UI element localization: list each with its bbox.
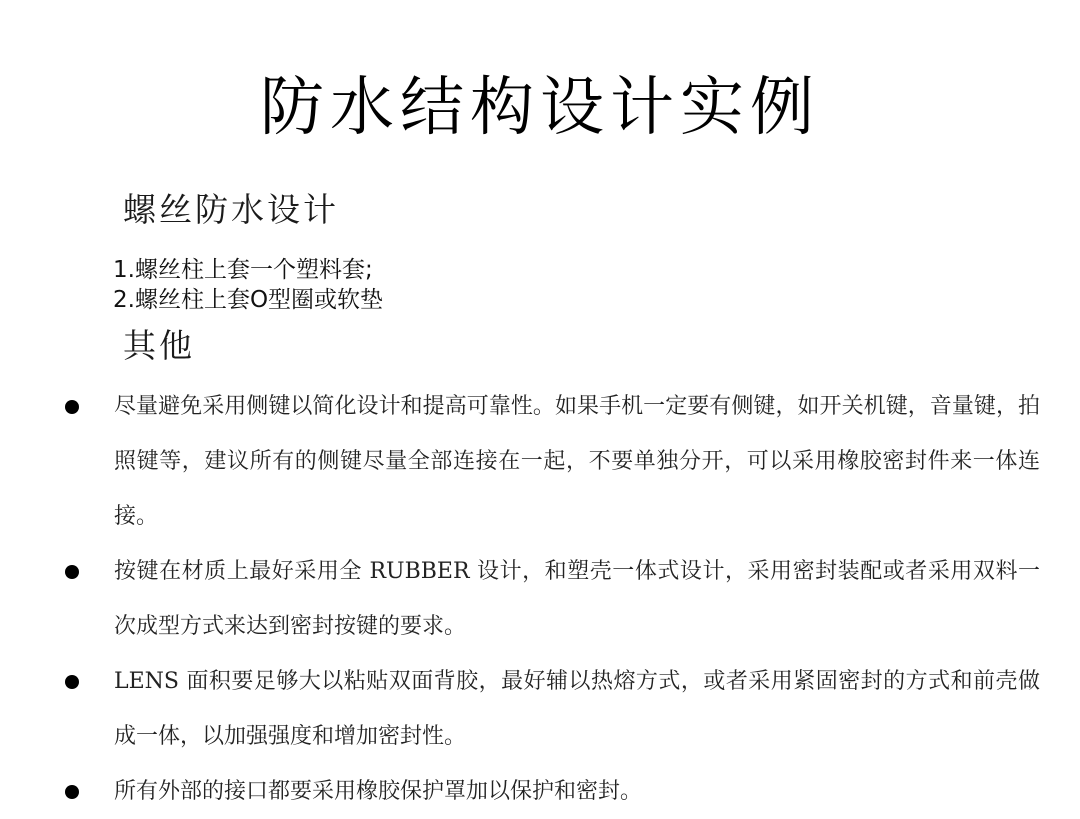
bullet-dot-icon [65,675,79,689]
section-heading-screw-waterproof: 螺丝防水设计 [123,190,339,229]
numbered-item: 2.螺丝柱上套O型圈或软垫 [113,287,384,313]
list-item [60,764,1040,819]
bullet-text: 所有外部的接口都要采用橡胶保护罩加以保护和密封。 [114,779,643,804]
numbered-list [113,255,383,315]
bullet-list [60,379,1040,819]
numbered-item: 1.螺丝柱上套一个塑料套; [113,257,373,283]
bullet-dot-icon [65,785,79,799]
list-item [60,544,1040,654]
bullet-text: 按键在材质上最好采用全 RUBBER 设计，和塑壳一体式设计，采用密封装配或者采用双料一次成型方式来达到密封按键的要求。 [114,559,1040,639]
bullet-dot-icon [65,565,79,579]
slide-title: 防水结构设计实例 [260,71,820,145]
section-heading-other: 其他 [123,326,195,365]
list-item [60,379,1040,544]
list-item [60,654,1040,764]
bullet-dot-icon [65,400,79,414]
bullet-text: LENS 面积要足够大以粘贴双面背胶，最好辅以热熔方式，或者采用紧固密封的方式和前壳做成一体，以加强强度和增加密封性。 [114,669,1040,749]
bullet-text: 尽量避免采用侧键以简化设计和提高可靠性。如果手机一定要有侧键，如开关机键，音量键，拍照键等，建议所有的侧键尽量全部连接在一起，不要单独分开，可以采用橡胶密封件来一体连接。 [114,394,1040,529]
